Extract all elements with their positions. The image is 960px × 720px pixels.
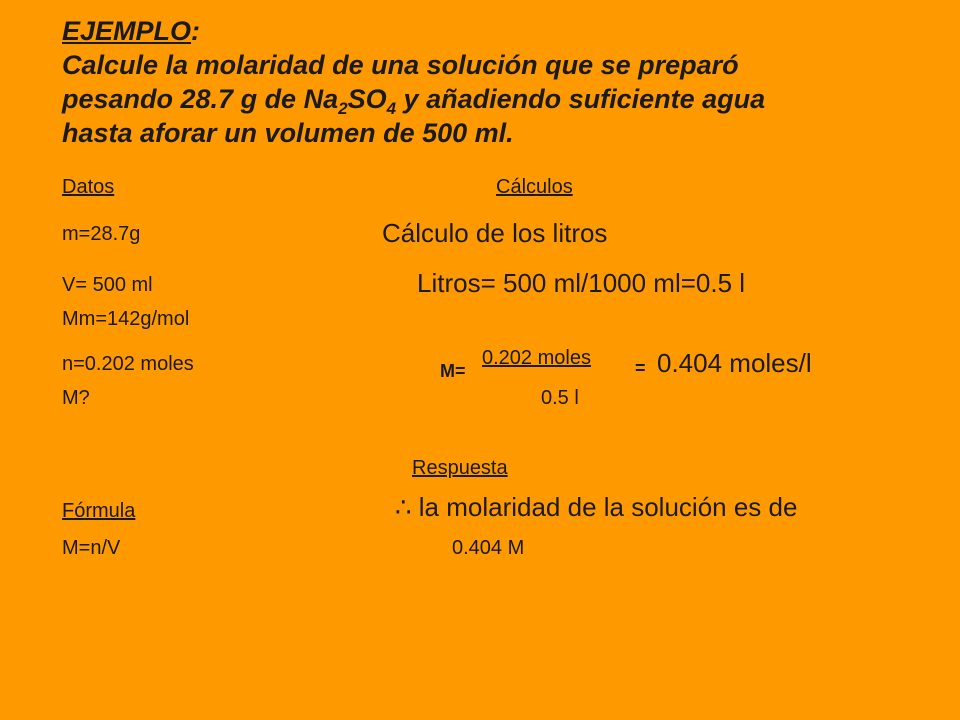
respuesta-header: Respuesta bbox=[412, 457, 508, 479]
respuesta-text: ∴ la molaridad de la solución es de bbox=[395, 492, 798, 522]
title-line-2-b: SO bbox=[347, 84, 387, 114]
litros-formula: Litros= 500 ml/1000 ml=0.5 l bbox=[417, 268, 746, 298]
subscript-2: 2 bbox=[338, 99, 348, 118]
dato-molarity-unknown: M? bbox=[62, 387, 90, 409]
subscript-4: 4 bbox=[386, 99, 397, 118]
datos-header: Datos bbox=[62, 176, 115, 198]
title-line-2-c: y añadiendo suficiente agua bbox=[396, 84, 766, 114]
calculos-header: Cálculos bbox=[496, 176, 573, 198]
title-line-2-a: pesando 28.7 g de Na bbox=[62, 84, 339, 114]
title-line-1: Calcule la molaridad de una solución que se preparó bbox=[62, 50, 739, 80]
molarity-result: 0.404 moles/l bbox=[657, 348, 812, 378]
title-line-2 bbox=[62, 82, 765, 116]
example-label: EJEMPLO bbox=[62, 16, 192, 46]
example-colon: : bbox=[191, 16, 201, 46]
litros-heading: Cálculo de los litros bbox=[382, 218, 608, 248]
title-line-0 bbox=[62, 14, 765, 48]
formula-header: Fórmula bbox=[62, 500, 136, 522]
respuesta-value: 0.404 M bbox=[452, 537, 525, 559]
problem-statement bbox=[62, 14, 765, 150]
dato-mass: m=28.7g bbox=[62, 223, 141, 245]
fraction-numerator: 0.202 moles bbox=[482, 347, 591, 369]
title-line-3: hasta aforar un volumen de 500 ml. bbox=[62, 118, 514, 148]
dato-molar-mass: Mm=142g/mol bbox=[62, 308, 190, 330]
molarity-symbol: M= bbox=[440, 361, 466, 381]
formula-expression: M=n/V bbox=[62, 537, 121, 559]
equals-sign: = bbox=[635, 358, 646, 378]
dato-volume: V= 500 ml bbox=[62, 274, 153, 296]
dato-moles: n=0.202 moles bbox=[62, 353, 194, 375]
fraction-denominator: 0.5 l bbox=[541, 387, 579, 409]
